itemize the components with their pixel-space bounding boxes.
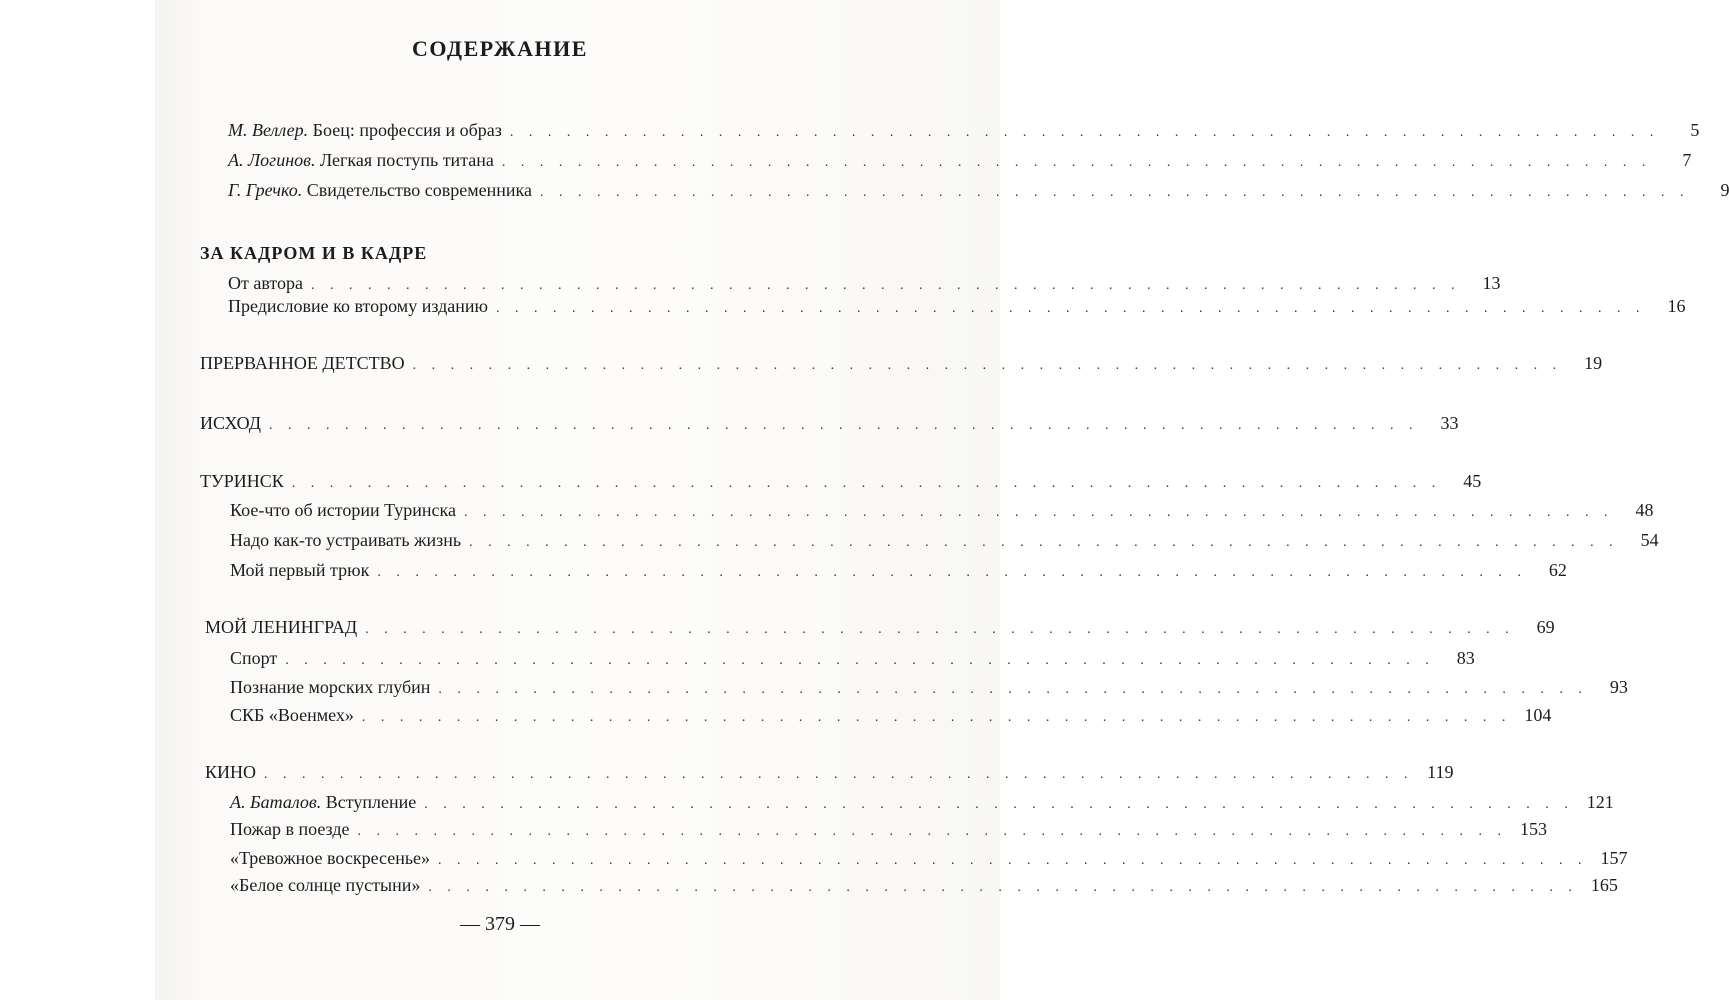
toc-entry-text: ПРЕРВАННОЕ ДЕТСТВО bbox=[200, 353, 405, 373]
leader-dots: . . . . . . . . . . . . . . . . . . . . . . . . . . . . . . . . . . . . . . . . . . . . . . . . . . . . . . . . . . . . . bbox=[285, 653, 1435, 668]
toc-entry-text: Спорт bbox=[230, 648, 278, 668]
toc-entry-title bbox=[230, 705, 354, 726]
toc-entry-title bbox=[230, 848, 430, 869]
toc-entry-text: МОЙ ЛЕНИНГРАД bbox=[205, 617, 358, 637]
toc-entry-author: Г. Гречко. bbox=[228, 180, 303, 200]
leader-dots: . . . . . . . . . . . . . . . . . . . . . . . . . . . . . . . . . . . . . . . . . . . . . . . . . . . . . . . . . . . . . bbox=[424, 797, 1574, 812]
toc-entry-title bbox=[228, 180, 532, 201]
toc-page-number: 19 bbox=[1584, 353, 1603, 373]
section-heading: ЗА КАДРОМ И В КАДРЕ bbox=[200, 243, 428, 263]
leader-dots: . . . . . . . . . . . . . . . . . . . . . . . . . . . . . . . . . . . . . . . . . . . . . . . . . . . . . . . . . . . . . bbox=[357, 824, 1507, 839]
toc-entry-title bbox=[230, 677, 430, 698]
toc-page-number: 165 bbox=[1590, 875, 1618, 895]
leader-dots: . . . . . . . . . . . . . . . . . . . . . . . . . . . . . . . . . . . . . . . . . . . . . . . . . . . . . . . . . . . . . bbox=[438, 853, 1588, 868]
leader-dots: . . . . . . . . . . . . . . . . . . . . . . . . . . . . . . . . . . . . . . . . . . . . . . . . . . . . . . . . . . . . . bbox=[377, 565, 1527, 580]
toc-entry-title bbox=[230, 500, 456, 521]
toc-page-number: 48 bbox=[1635, 500, 1654, 520]
leader-dots: . . . . . . . . . . . . . . . . . . . . . . . . . . . . . . . . . . . . . . . . . . . . . . . . . . . . . . . . . . . . . bbox=[361, 710, 1512, 725]
page-title: СОДЕРЖАНИЕ bbox=[412, 36, 588, 61]
toc-entry-title bbox=[205, 617, 357, 638]
toc-entry-title bbox=[228, 273, 303, 294]
toc-entry bbox=[230, 792, 1614, 822]
page-number: — 379 — bbox=[460, 913, 540, 935]
toc-entry-title bbox=[230, 648, 277, 669]
toc-entry bbox=[230, 848, 1628, 878]
leader-dots: . . . . . . . . . . . . . . . . . . . . . . . . . . . . . . . . . . . . . . . . . . . . . . . . . . . . . . . . . . . . . bbox=[463, 505, 1614, 520]
toc-entry-title bbox=[230, 875, 420, 896]
leader-dots: . . . . . . . . . . . . . . . . . . . . . . . . . . . . . . . . . . . . . . . . . . . . . . . . . . . . . . . . . . . . . bbox=[438, 682, 1588, 697]
toc-entry-title bbox=[228, 150, 494, 171]
toc-entry-text: «Тревожное воскресенье» bbox=[230, 848, 431, 868]
toc-entry bbox=[230, 530, 1659, 560]
toc-entry-text: «Белое солнце пустыни» bbox=[230, 875, 421, 895]
toc-entry bbox=[228, 180, 1729, 210]
toc-entry-author: М. Веллер. bbox=[228, 120, 309, 140]
leader-dots: . . . . . . . . . . . . . . . . . . . . . . . . . . . . . . . . . . . . . . . . . . . . . . . . . . . . . . . . . . . . . bbox=[412, 358, 1563, 373]
toc-page-number: 119 bbox=[1427, 762, 1454, 782]
toc-entry-author: А. Логинов. bbox=[228, 150, 316, 170]
toc-entry-text: СКБ «Военмех» bbox=[230, 705, 354, 725]
toc-entry-text: Мой первый трюк bbox=[230, 560, 370, 580]
toc-page-number: 33 bbox=[1440, 413, 1459, 433]
toc-entry bbox=[228, 120, 1700, 150]
toc-entry-text: Боец: профессия и образ bbox=[308, 120, 502, 140]
toc-page-number: 104 bbox=[1524, 705, 1552, 725]
toc-page-number: 13 bbox=[1482, 273, 1501, 293]
toc-entry bbox=[228, 296, 1686, 326]
leader-dots: . . . . . . . . . . . . . . . . . . . . . . . . . . . . . . . . . . . . . . . . . . . . . . . . . . . . . . . . . . . . . bbox=[269, 418, 1419, 433]
leader-dots: . . . . . . . . . . . . . . . . . . . . . . . . . . . . . . . . . . . . . . . . . . . . . . . . . . . . . . . . . . . . . bbox=[509, 125, 1660, 140]
toc-entry-text: ИСХОД bbox=[200, 413, 262, 433]
leader-dots: . . . . . . . . . . . . . . . . . . . . . . . . . . . . . . . . . . . . . . . . . . . . . . . . . . . . . . . . . . . . . bbox=[495, 301, 1646, 316]
toc-entry-text: Кое-что об истории Туринска bbox=[230, 500, 456, 520]
leader-dots: . . . . . . . . . . . . . . . . . . . . . . . . . . . . . . . . . . . . . . . . . . . . . . . . . . . . . . . . . . . . . bbox=[365, 622, 1515, 637]
toc-entry bbox=[230, 560, 1567, 590]
toc-entry bbox=[230, 648, 1475, 678]
toc-entry-text: КИНО bbox=[205, 762, 257, 782]
toc-entry bbox=[200, 353, 1603, 383]
toc-page-number: 9 bbox=[1720, 180, 1729, 200]
toc-entry-title bbox=[230, 560, 369, 581]
leader-dots: . . . . . . . . . . . . . . . . . . . . . . . . . . . . . . . . . . . . . . . . . . . . . . . . . . . . . . . . . . . . . bbox=[291, 476, 1442, 491]
toc-page-number: 69 bbox=[1536, 617, 1555, 637]
toc-entry bbox=[230, 705, 1552, 735]
toc-entry-title bbox=[200, 353, 405, 374]
toc-page-number: 157 bbox=[1600, 848, 1628, 868]
toc-entry-author: А. Баталов. bbox=[230, 792, 322, 812]
toc-entry-text: ТУРИНСК bbox=[200, 471, 284, 491]
toc-entry-title bbox=[228, 296, 488, 317]
toc-entry-title bbox=[228, 120, 502, 141]
toc-entry bbox=[205, 762, 1454, 792]
toc-entry bbox=[228, 150, 1692, 180]
toc-entry-title bbox=[230, 530, 461, 551]
toc-entry-text: Пожар в поезде bbox=[230, 819, 350, 839]
toc-entry-title bbox=[230, 792, 416, 813]
toc-page-number: 7 bbox=[1682, 150, 1692, 170]
toc-entry-text: Предисловие ко второму изданию bbox=[228, 296, 488, 316]
toc-entry-title bbox=[200, 471, 284, 492]
toc-entry bbox=[230, 819, 1547, 849]
leader-dots: . . . . . . . . . . . . . . . . . . . . . . . . . . . . . . . . . . . . . . . . . . . . . . . . . . . . . . . . . . . . . bbox=[539, 185, 1690, 200]
toc-entry-title bbox=[230, 819, 349, 840]
toc-page-number: 83 bbox=[1456, 648, 1475, 668]
leader-dots: . . . . . . . . . . . . . . . . . . . . . . . . . . . . . . . . . . . . . . . . . . . . . . . . . . . . . . . . . . . . . bbox=[264, 767, 1414, 782]
toc-page-number: 121 bbox=[1586, 792, 1614, 812]
toc-entry-text: Надо как-то устраивать жизнь bbox=[230, 530, 462, 550]
leader-dots: . . . . . . . . . . . . . . . . . . . . . . . . . . . . . . . . . . . . . . . . . . . . . . . . . . . . . . . . . . . . . bbox=[469, 535, 1619, 550]
toc-entry-text: Свидетельство современника bbox=[302, 180, 532, 200]
toc-page-number: 153 bbox=[1519, 819, 1547, 839]
toc-entry-text: От автора bbox=[228, 273, 304, 293]
toc-page-number: 54 bbox=[1640, 530, 1659, 550]
toc-page-number: 45 bbox=[1463, 471, 1482, 491]
toc-entry-text: Познание морских глубин bbox=[230, 677, 431, 697]
leader-dots: . . . . . . . . . . . . . . . . . . . . . . . . . . . . . . . . . . . . . . . . . . . . . . . . . . . . . . . . . . . . . bbox=[428, 880, 1578, 895]
leader-dots: . . . . . . . . . . . . . . . . . . . . . . . . . . . . . . . . . . . . . . . . . . . . . . . . . . . . . . . . . . . . . bbox=[311, 278, 1461, 293]
toc-entry-text: Легкая поступь титана bbox=[315, 150, 494, 170]
toc-entry bbox=[205, 617, 1555, 647]
toc-entry bbox=[230, 875, 1618, 905]
toc-page-number: 93 bbox=[1609, 677, 1628, 697]
toc-entry-text: Вступление bbox=[321, 792, 417, 812]
toc-entry bbox=[230, 677, 1628, 707]
toc-page-number: 5 bbox=[1690, 120, 1700, 140]
toc-entry bbox=[200, 413, 1459, 443]
toc-entry-title bbox=[200, 413, 261, 434]
toc-entry bbox=[230, 500, 1654, 530]
leader-dots: . . . . . . . . . . . . . . . . . . . . . . . . . . . . . . . . . . . . . . . . . . . . . . . . . . . . . . . . . . . . . bbox=[501, 155, 1652, 170]
toc-entry-title bbox=[205, 762, 256, 783]
toc-entry bbox=[200, 471, 1482, 501]
toc-page-number: 62 bbox=[1548, 560, 1567, 580]
toc-page-number: 16 bbox=[1667, 296, 1686, 316]
